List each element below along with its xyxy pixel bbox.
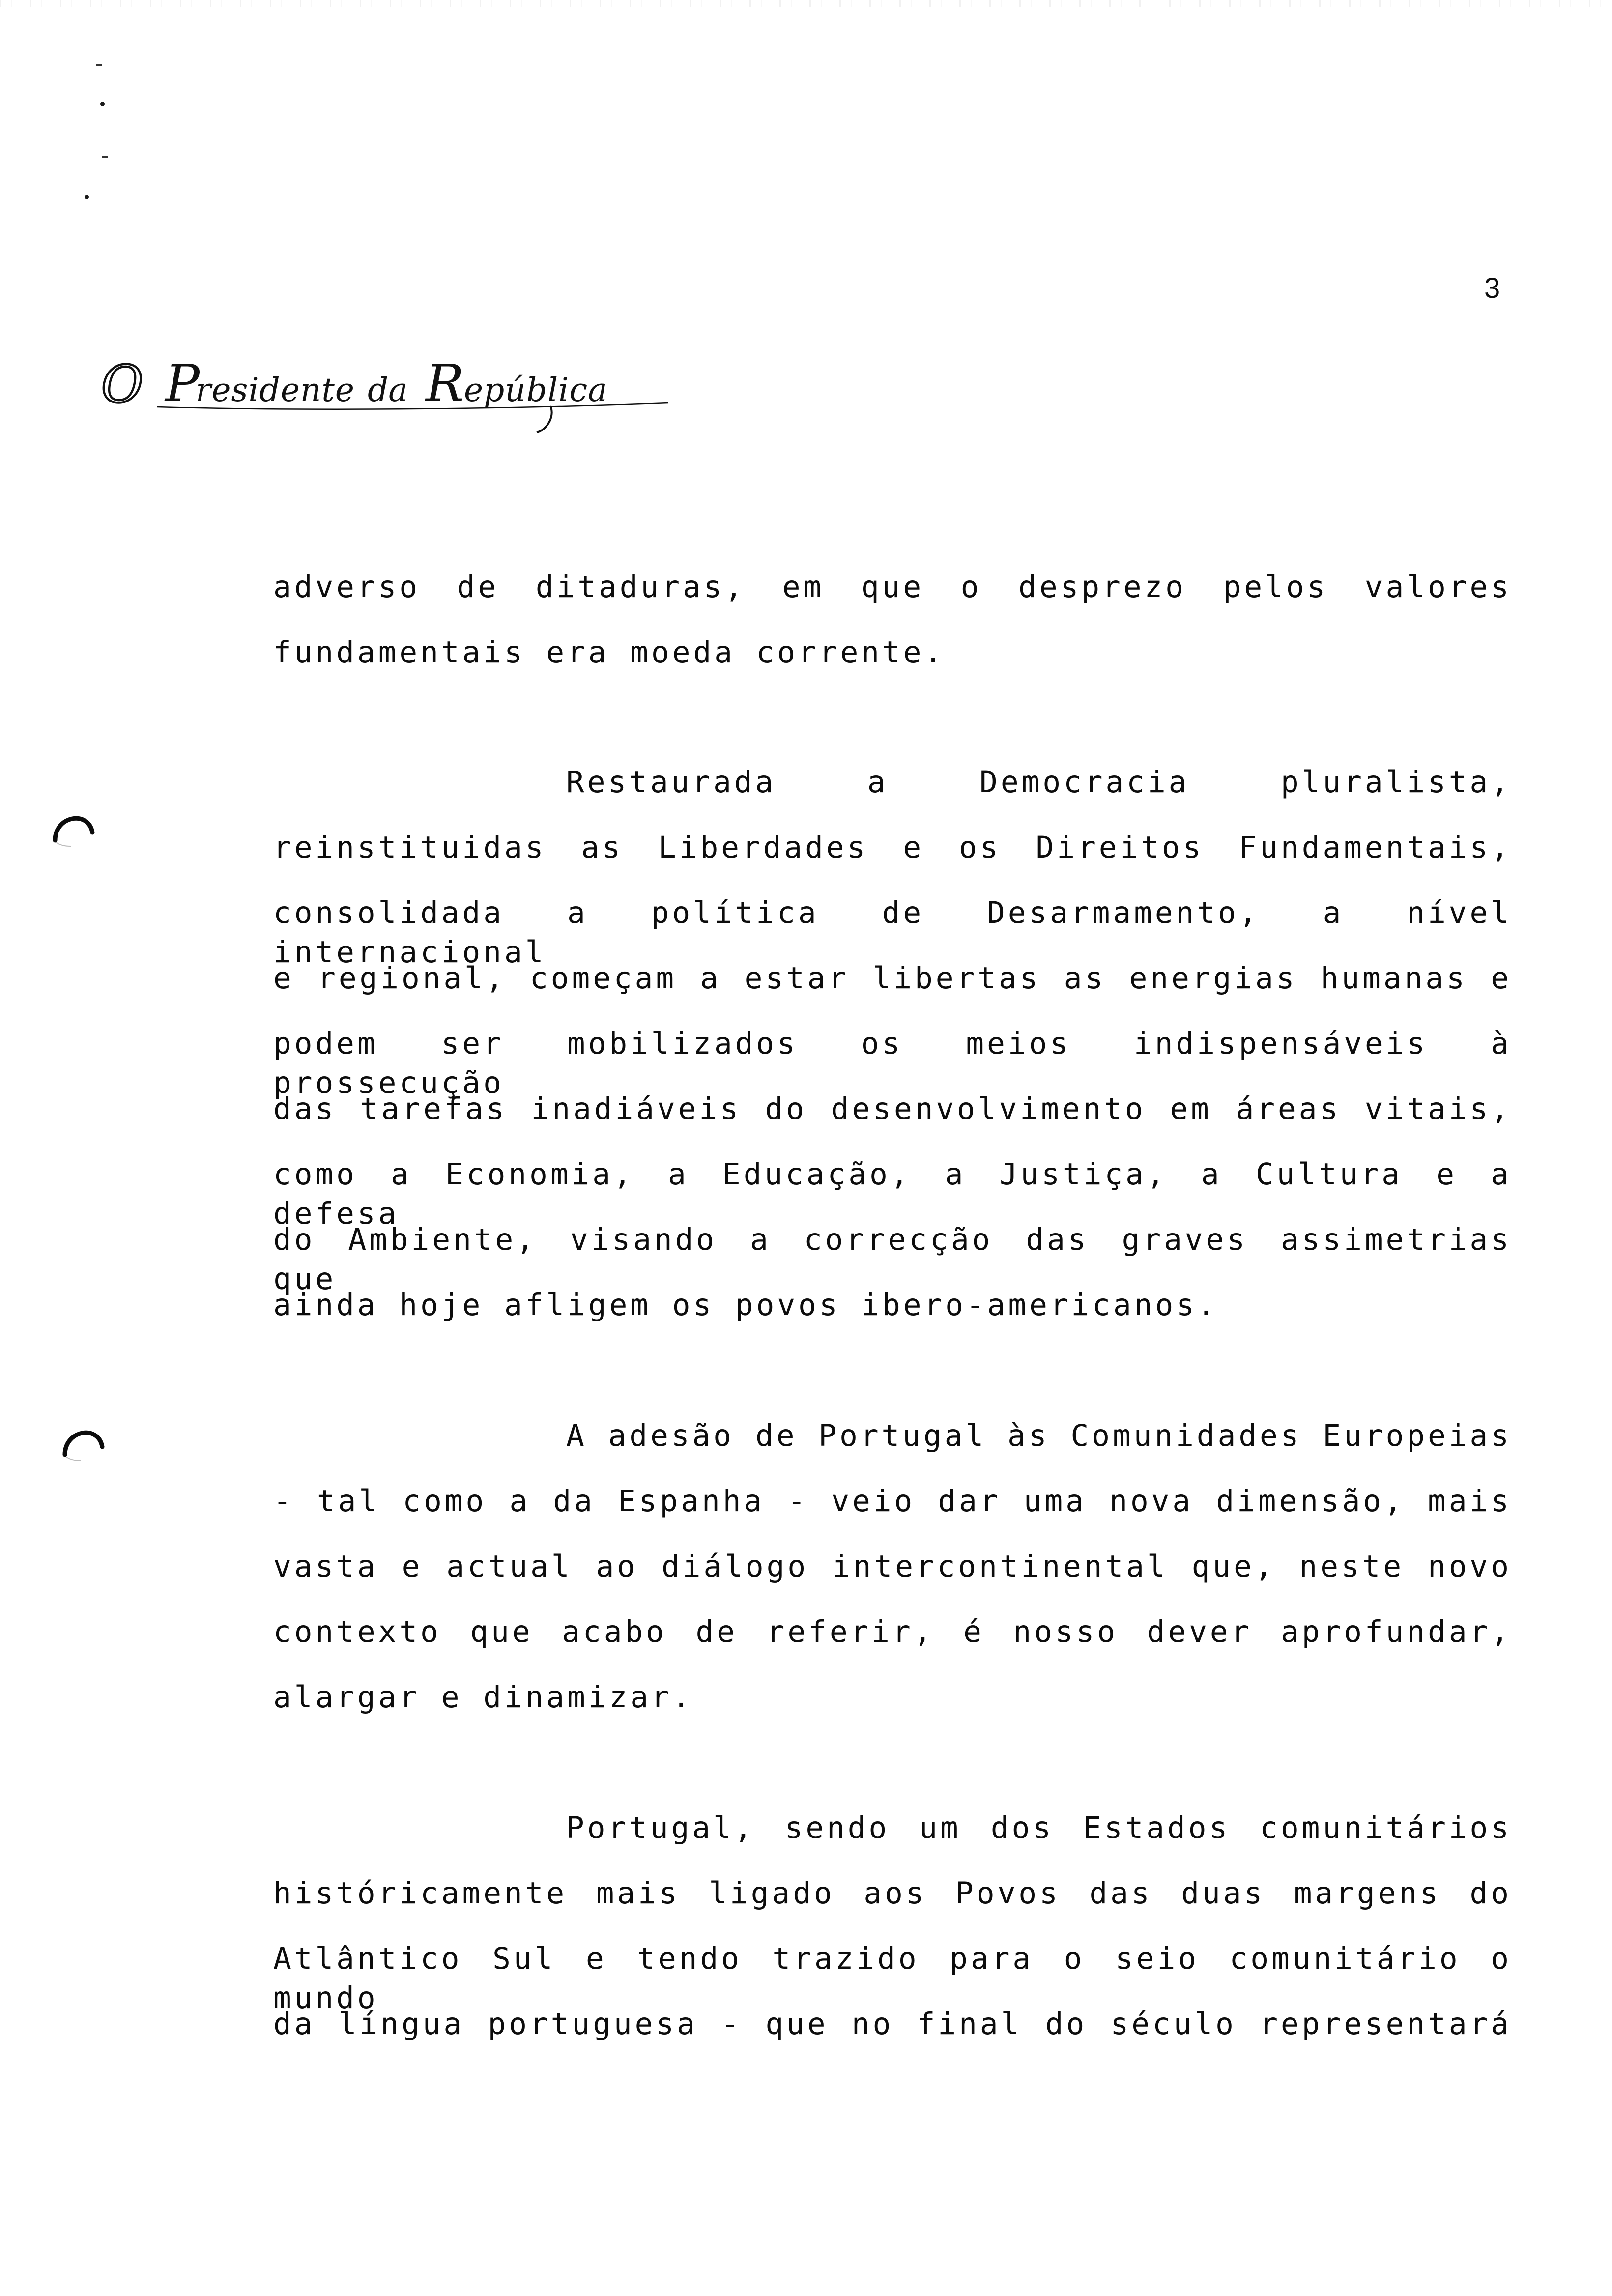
scan-mark (100, 102, 105, 106)
punch-hole-mark (61, 1420, 106, 1462)
svg-text:epública: epública (464, 371, 608, 409)
text-line: Portugal, sendo um dos Estados comunitários (566, 1810, 1512, 1845)
scan-edge-noise (0, 0, 1612, 7)
text-line: alargar e dinamizar. (273, 1680, 693, 1715)
text-line: e regional, começam a estar libertas as energias humanas e (273, 961, 1512, 996)
scan-mark (85, 195, 89, 199)
letterhead-logo (98, 344, 688, 437)
text-line: A adesão de Portugal às Comunidades Europeias (566, 1418, 1512, 1453)
svg-text:O: O (101, 354, 145, 414)
page-number: 3 (1484, 272, 1500, 304)
svg-text:R: R (426, 353, 464, 413)
text-line: Restaurada a Democracia pluralista, (566, 765, 1512, 800)
text-line: vasta e actual ao diálogo intercontinental que, neste novo (273, 1549, 1512, 1584)
text-line: do Ambiente, visando a correcção das graves assimetrias que (273, 1222, 1512, 1296)
punch-hole-mark (51, 806, 96, 847)
text-line: fundamentais era moeda corrente. (273, 635, 946, 670)
text-line: como a Economia, a Educação, a Justiça, a Cultura e a defesa (273, 1157, 1512, 1231)
text-line: - tal como a da Espanha - veio dar uma nova dimensão, mais (273, 1484, 1512, 1519)
text-line: adverso de ditaduras, em que o desprezo pelos valores (273, 570, 1512, 604)
scan-mark (102, 156, 108, 158)
text-line: da língua portuguesa - que no final do século representará (273, 2007, 1512, 2041)
text-line: das tarefas inadiáveis do desenvolvimento em áreas vitais, (273, 1091, 1512, 1126)
svg-text:P: P (165, 353, 201, 413)
text-line: ainda hoje afligem os povos ibero-americanos. (273, 1288, 1218, 1322)
text-line: contexto que acabo de referir, é nosso dever aprofundar, (273, 1614, 1512, 1649)
text-line: Atlântico Sul e tendo trazido para o seio comunitário o mundo (273, 1941, 1512, 2015)
text-line: podem ser mobilizados os meios indispensáveis à prossecução (273, 1026, 1512, 1100)
svg-text:da: da (368, 371, 408, 409)
text-line: consolidada a política de Desarmamento, a nível internacional (273, 895, 1512, 970)
scan-mark (96, 64, 102, 66)
text-line: reinstituidas as Liberdades e os Direitos Fundamentais, (273, 830, 1512, 865)
svg-text:residente: residente (196, 371, 355, 409)
text-line: históricamente mais ligado aos Povos das duas margens do (273, 1876, 1512, 1911)
